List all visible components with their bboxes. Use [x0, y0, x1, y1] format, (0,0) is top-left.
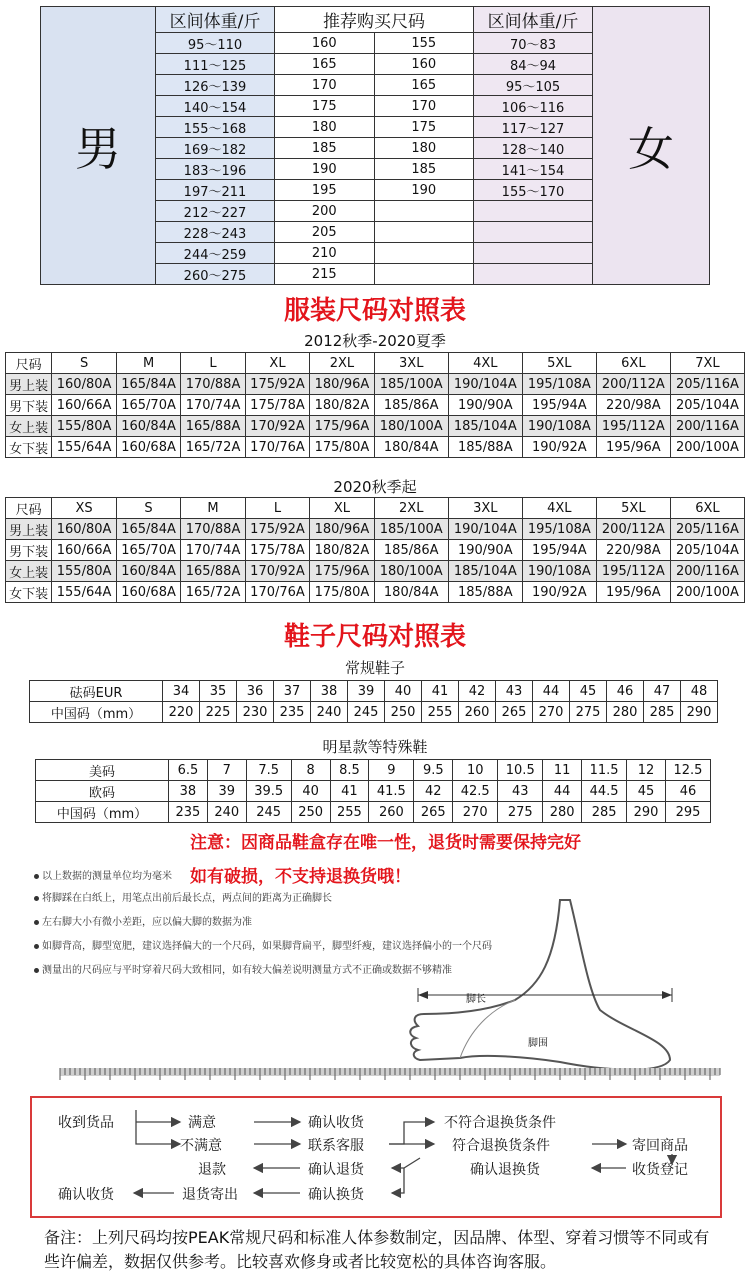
shoe-size-cell: 42.5 [453, 781, 498, 802]
damage-notice: 如有破损，不支持退换货哦！ [190, 867, 411, 887]
weight-cell: 175 [275, 96, 375, 117]
shoe-size-table-special [35, 759, 711, 823]
size-header-cell: 7XL [670, 353, 744, 374]
size-cell: 170/76A [245, 437, 309, 458]
shoe-size-cell: 39 [348, 681, 385, 702]
size-cell: 190/92A [522, 437, 596, 458]
shoe-size-cell: 9 [369, 760, 414, 781]
shoe-size-cell: 235 [169, 802, 208, 823]
weight-cell: 140～154 [156, 96, 275, 117]
size-cell: 男下装 [6, 395, 52, 416]
shoe-size-cell: 270 [533, 702, 570, 723]
size-cell: 185/86A [374, 540, 448, 561]
shoe-size-cell: 39.5 [246, 781, 291, 802]
size-cell: 175/80A [310, 437, 374, 458]
shoe-size-row [36, 760, 711, 781]
size-cell: 190/104A [448, 519, 522, 540]
shoe-size-cell: 265 [414, 802, 453, 823]
size-table-row [6, 540, 745, 561]
size-cell: 180/82A [310, 395, 374, 416]
shoe-size-cell: 265 [496, 702, 533, 723]
size-cell: 165/72A [181, 437, 245, 458]
size-cell: 男上装 [6, 374, 52, 395]
shoe-size-cell: 260 [459, 702, 496, 723]
size-cell: 160/68A [116, 582, 180, 603]
weight-cell: 212～227 [156, 201, 275, 222]
foot-length-label: 脚长 [466, 994, 486, 1005]
weight-cell: 70～83 [474, 33, 593, 54]
size-cell: 165/72A [181, 582, 245, 603]
shoe-size-cell: 260 [369, 802, 414, 823]
size-cell: 200/112A [596, 519, 670, 540]
size-cell: 165/88A [181, 561, 245, 582]
size-header-cell: 2XL [310, 353, 374, 374]
size-cell: 185/88A [448, 582, 522, 603]
size-cell: 175/96A [310, 416, 374, 437]
size-header-row [6, 498, 745, 519]
weight-cell [374, 201, 474, 222]
weight-cell: 111～125 [156, 54, 275, 75]
flow-satisfied: 满意 [188, 1115, 216, 1131]
weight-cell: 95～110 [156, 33, 275, 54]
weight-cell: 126～139 [156, 75, 275, 96]
shoe-size-cell: 41 [422, 681, 459, 702]
weight-cell [474, 243, 593, 264]
size-cell: 195/96A [596, 437, 670, 458]
size-cell: 190/104A [448, 374, 522, 395]
size-header-cell: 6XL [670, 498, 744, 519]
size-cell: 170/88A [181, 519, 245, 540]
shoe-size-cell: 34 [163, 681, 200, 702]
weight-cell: 155～168 [156, 117, 275, 138]
weight-cell: 165 [374, 75, 474, 96]
shoe-size-cell: 35 [200, 681, 237, 702]
size-cell: 200/116A [670, 416, 744, 437]
shoe-size-cell: 235 [274, 702, 311, 723]
weight-header-row [41, 7, 710, 33]
flow-confirm-receipt: 确认收货 [308, 1115, 364, 1131]
flow-register-receipt: 收货登记 [632, 1162, 688, 1178]
size-cell: 195/112A [596, 561, 670, 582]
shoe-size-cell: 8 [291, 760, 330, 781]
size-cell: 220/98A [596, 540, 670, 561]
shoe-size-cell: 44 [543, 781, 582, 802]
shoe-size-cell: 44 [533, 681, 570, 702]
shoe-size-cell: 39 [207, 781, 246, 802]
size-cell: 195/96A [596, 582, 670, 603]
size-header-cell: 4XL [522, 498, 596, 519]
size-cell: 200/112A [596, 374, 670, 395]
size-header-cell: 5XL [596, 498, 670, 519]
weight-cell: 215 [275, 264, 375, 285]
size-table-row [6, 437, 745, 458]
shoe-size-cell: 12.5 [665, 760, 710, 781]
shoe-size-cell: 8.5 [330, 760, 369, 781]
bullet-icon [34, 920, 39, 925]
weight-cell: 155 [374, 33, 474, 54]
weight-cell: 183～196 [156, 159, 275, 180]
shoe-size-cell: 41.5 [369, 781, 414, 802]
shoe-size-cell: 240 [207, 802, 246, 823]
weight-cell: 170 [275, 75, 375, 96]
weight-cell: 175 [374, 117, 474, 138]
size-cell: 185/104A [448, 561, 522, 582]
flow-exchange-sent: 退货寄出 [182, 1187, 238, 1203]
size-table-row [6, 561, 745, 582]
clothing-size-table-2012 [5, 352, 745, 458]
weight-cell: 210 [275, 243, 375, 264]
shoe-size-cell: 6.5 [169, 760, 208, 781]
shoe-size-cell: 42 [459, 681, 496, 702]
shoe-size-cell: 280 [543, 802, 582, 823]
measure-note-text: 测量出的尺码应与平时穿着尺码大致相同，如有较大偏差说明测量方式不正确或数据不够精准 [42, 965, 452, 976]
size-cell: 155/80A [52, 416, 116, 437]
weight-header-right: 区间体重/斤 [474, 7, 593, 33]
size-cell: 205/116A [670, 519, 744, 540]
weight-cell: 190 [275, 159, 375, 180]
flow-contact-cs: 联系客服 [308, 1138, 364, 1154]
flow-confirm-return: 确认退货 [308, 1162, 364, 1178]
flow-unsatisfied: 不满意 [180, 1138, 222, 1154]
shoe-size-cell: 245 [246, 802, 291, 823]
size-cell: 170/74A [181, 395, 245, 416]
shoe-size-cell: 42 [414, 781, 453, 802]
size-cell: 175/78A [245, 540, 309, 561]
size-header-cell: 3XL [374, 353, 448, 374]
shoe-row-label: 中国码（mm） [36, 802, 169, 823]
size-cell: 女上装 [6, 416, 52, 437]
shoe-size-cell: 240 [311, 702, 348, 723]
size-cell: 185/100A [374, 519, 448, 540]
size-header-cell: XL [310, 498, 374, 519]
shoe-size-cell: 43 [498, 781, 543, 802]
size-cell: 200/100A [670, 437, 744, 458]
shoe-size-cell: 290 [627, 802, 666, 823]
size-cell: 195/94A [522, 395, 596, 416]
shoe-special-subtitle: 明星款等特殊鞋 [322, 738, 428, 756]
size-header-cell: 5XL [522, 353, 596, 374]
shoe-size-table-regular [29, 680, 718, 723]
weight-size-table [40, 6, 710, 285]
weight-cell [374, 222, 474, 243]
flow-received: 收到货品 [58, 1115, 114, 1131]
weight-cell: 106～116 [474, 96, 593, 117]
size-header-cell: M [181, 498, 245, 519]
shoe-size-cell: 245 [348, 702, 385, 723]
size-cell: 180/96A [310, 519, 374, 540]
weight-cell: 84～94 [474, 54, 593, 75]
shoe-row-label: 中国码（mm） [30, 702, 163, 723]
shoe-size-cell: 45 [570, 681, 607, 702]
size-cell: 165/70A [116, 540, 180, 561]
size-table-row [6, 416, 745, 437]
bullet-icon [34, 896, 39, 901]
shoe-size-cell: 9.5 [414, 760, 453, 781]
size-cell: 180/84A [374, 437, 448, 458]
shoe-size-cell: 285 [582, 802, 627, 823]
bullet-icon [34, 944, 39, 949]
weight-cell: 141～154 [474, 159, 593, 180]
size-table-row [6, 395, 745, 416]
size-cell: 185/88A [448, 437, 522, 458]
weight-cell: 260～275 [156, 264, 275, 285]
weight-cell: 185 [374, 159, 474, 180]
size-cell: 190/108A [522, 561, 596, 582]
remark-note: 备注：上列尺码均按PEAK常规尺码和标准人体参数制定，因品牌、体型、穿着习惯等不同或有些许偏差，数据仅供参考。比较喜欢修身或者比较宽松的具体咨询客服。 [44, 1228, 710, 1271]
shoe-size-row [30, 681, 718, 702]
size-cell: 200/116A [670, 561, 744, 582]
female-label: 女 [593, 7, 710, 285]
foot-measure-illustration [40, 880, 730, 1090]
flow-arrows [32, 1098, 720, 1216]
size-cell: 165/84A [116, 374, 180, 395]
weight-cell: 95～105 [474, 75, 593, 96]
shoe-size-row [30, 702, 718, 723]
weight-cell: 195 [275, 180, 375, 201]
weight-header-mid: 推荐购买尺码 [275, 7, 474, 33]
size-header-cell: S [116, 498, 180, 519]
shoe-size-cell: 290 [681, 702, 718, 723]
size-cell: 175/92A [245, 374, 309, 395]
weight-cell: 169～182 [156, 138, 275, 159]
weight-cell [474, 222, 593, 243]
size-header-cell: 2XL [374, 498, 448, 519]
size-header-cell: 4XL [448, 353, 522, 374]
weight-cell: 180 [275, 117, 375, 138]
bullet-icon [34, 968, 39, 973]
size-cell: 200/100A [670, 582, 744, 603]
size-cell: 220/98A [596, 395, 670, 416]
shoe-size-cell: 38 [169, 781, 208, 802]
size-cell: 160/84A [116, 416, 180, 437]
size-cell: 165/84A [116, 519, 180, 540]
size-cell: 女下装 [6, 582, 52, 603]
shoe-size-cell: 12 [627, 760, 666, 781]
shoe-size-title: 鞋子尺码对照表 [283, 622, 466, 652]
clothing-size-table-2020 [5, 497, 745, 603]
weight-cell: 190 [374, 180, 474, 201]
return-process-flow [30, 1096, 722, 1218]
shoe-size-cell: 250 [385, 702, 422, 723]
shoe-size-cell: 255 [422, 702, 459, 723]
size-header-cell: 3XL [448, 498, 522, 519]
shoe-size-cell: 255 [330, 802, 369, 823]
shoe-size-cell: 10.5 [498, 760, 543, 781]
size-cell: 190/90A [448, 540, 522, 561]
shoe-size-cell: 11.5 [582, 760, 627, 781]
shoe-row-label: 欧码 [36, 781, 169, 802]
weight-cell [474, 201, 593, 222]
size-cell: 170/76A [245, 582, 309, 603]
shoe-size-cell: 285 [644, 702, 681, 723]
size-cell: 男上装 [6, 519, 52, 540]
clothing-table1-subtitle: 2012秋季-2020夏季 [304, 332, 446, 350]
size-cell: 160/84A [116, 561, 180, 582]
size-cell: 170/88A [181, 374, 245, 395]
size-cell: 170/92A [245, 561, 309, 582]
flow-confirm-exchange: 确认换货 [308, 1187, 364, 1203]
clothing-table2-subtitle: 2020秋季起 [333, 478, 417, 496]
size-cell: 155/64A [52, 582, 116, 603]
shoe-size-cell: 45 [627, 781, 666, 802]
size-cell: 女上装 [6, 561, 52, 582]
flow-confirm-receipt-2: 确认收货 [58, 1187, 114, 1203]
measure-note-text: 将脚踩在白纸上，用笔点出前后最长点，两点间的距离为正确脚长 [42, 893, 332, 904]
shoe-size-cell: 38 [311, 681, 348, 702]
size-cell: 160/80A [52, 374, 116, 395]
weight-cell: 200 [275, 201, 375, 222]
shoe-row-label: 砝码EUR [30, 681, 163, 702]
size-cell: 170/74A [181, 540, 245, 561]
flow-send-back: 寄回商品 [632, 1138, 688, 1154]
size-cell: 175/80A [310, 582, 374, 603]
weight-cell: 128～140 [474, 138, 593, 159]
size-cell: 195/108A [522, 519, 596, 540]
size-cell: 175/78A [245, 395, 309, 416]
shoe-row-label: 美码 [36, 760, 169, 781]
shoe-size-cell: 275 [498, 802, 543, 823]
size-cell: 160/80A [52, 519, 116, 540]
shoe-size-cell: 7.5 [246, 760, 291, 781]
size-header-cell: L [245, 498, 309, 519]
shoe-size-row [36, 802, 711, 823]
shoe-regular-subtitle: 常规鞋子 [344, 659, 405, 677]
shoe-size-cell: 270 [453, 802, 498, 823]
size-table-row [6, 519, 745, 540]
weight-cell: 244～259 [156, 243, 275, 264]
size-cell: 185/86A [374, 395, 448, 416]
size-cell: 180/100A [374, 416, 448, 437]
size-header-cell: 6XL [596, 353, 670, 374]
size-header-cell: L [181, 353, 245, 374]
shoe-size-cell: 44.5 [582, 781, 627, 802]
size-cell: 185/104A [448, 416, 522, 437]
weight-cell: 160 [374, 54, 474, 75]
foot-girth-label: 脚围 [528, 1038, 548, 1049]
size-cell: 190/92A [522, 582, 596, 603]
size-cell: 205/104A [670, 395, 744, 416]
measure-note-text: 以上数据的测量单位均为毫米 [42, 871, 172, 882]
shoe-size-cell: 220 [163, 702, 200, 723]
shoe-size-cell: 41 [330, 781, 369, 802]
size-header-cell: S [52, 353, 116, 374]
weight-cell: 228～243 [156, 222, 275, 243]
size-cell: 180/84A [374, 582, 448, 603]
shoe-size-cell: 10 [453, 760, 498, 781]
flow-confirm-exchange-return: 确认退换货 [470, 1162, 540, 1178]
shoe-size-cell: 47 [644, 681, 681, 702]
size-cell: 195/112A [596, 416, 670, 437]
shoe-size-cell: 7 [207, 760, 246, 781]
shoe-size-cell: 280 [607, 702, 644, 723]
bullet-icon [34, 874, 39, 879]
shoe-size-cell: 250 [291, 802, 330, 823]
flow-not-meet: 不符合退换货条件 [444, 1115, 556, 1131]
size-table-row [6, 582, 745, 603]
shoe-size-cell: 37 [274, 681, 311, 702]
size-cell: 160/68A [116, 437, 180, 458]
weight-cell [374, 243, 474, 264]
shoe-size-cell: 43 [496, 681, 533, 702]
size-cell: 195/94A [522, 540, 596, 561]
flow-refund: 退款 [198, 1162, 226, 1178]
weight-cell: 170 [374, 96, 474, 117]
shoe-size-cell: 230 [237, 702, 274, 723]
size-header-cell: XS [52, 498, 116, 519]
size-cell: 195/108A [522, 374, 596, 395]
weight-cell: 180 [374, 138, 474, 159]
clothing-size-title: 服装尺码对照表 [283, 296, 466, 326]
measure-note-text: 左右脚大小有微小差距，应以偏大脚的数据为准 [42, 917, 252, 928]
weight-cell [474, 264, 593, 285]
shoe-size-cell: 40 [291, 781, 330, 802]
weight-header-left: 区间体重/斤 [156, 7, 275, 33]
size-cell: 190/108A [522, 416, 596, 437]
size-header-row [6, 353, 745, 374]
shoe-size-cell: 11 [543, 760, 582, 781]
weight-cell: 205 [275, 222, 375, 243]
size-header-cell: XL [245, 353, 309, 374]
size-cell: 165/70A [116, 395, 180, 416]
size-cell: 155/80A [52, 561, 116, 582]
size-cell: 180/82A [310, 540, 374, 561]
shoe-size-cell: 295 [665, 802, 710, 823]
size-cell: 175/92A [245, 519, 309, 540]
shoe-size-cell: 40 [385, 681, 422, 702]
size-cell: 205/116A [670, 374, 744, 395]
measure-note-text: 如脚背高，脚型宽肥，建议选择偏大的一个尺码，如果脚背扁平，脚型纤瘦，建议选择偏小的一个尺码 [42, 941, 492, 952]
shoe-size-row [36, 781, 711, 802]
size-cell: 175/96A [310, 561, 374, 582]
size-cell: 160/66A [52, 395, 116, 416]
weight-cell: 165 [275, 54, 375, 75]
size-cell: 185/100A [374, 374, 448, 395]
weight-cell: 155～170 [474, 180, 593, 201]
size-cell: 180/100A [374, 561, 448, 582]
size-cell: 165/88A [181, 416, 245, 437]
size-cell: 170/92A [245, 416, 309, 437]
weight-cell [374, 264, 474, 285]
size-cell: 160/66A [52, 540, 116, 561]
size-cell: 190/90A [448, 395, 522, 416]
size-table-row [6, 374, 745, 395]
size-header-cell: 尺码 [6, 353, 52, 374]
male-label: 男 [41, 7, 156, 285]
shoe-box-notice: 注意：因商品鞋盒存在唯一性，退货时需要保持完好 [190, 833, 581, 853]
weight-cell: 117～127 [474, 117, 593, 138]
shoe-size-cell: 48 [681, 681, 718, 702]
shoe-size-cell: 46 [607, 681, 644, 702]
size-cell: 180/96A [310, 374, 374, 395]
size-cell: 女下装 [6, 437, 52, 458]
size-cell: 155/64A [52, 437, 116, 458]
shoe-size-cell: 36 [237, 681, 274, 702]
size-cell: 205/104A [670, 540, 744, 561]
size-cell: 男下装 [6, 540, 52, 561]
size-header-cell: M [116, 353, 180, 374]
flow-meet: 符合退换货条件 [452, 1138, 550, 1154]
shoe-size-cell: 46 [665, 781, 710, 802]
size-header-cell: 尺码 [6, 498, 52, 519]
shoe-size-cell: 225 [200, 702, 237, 723]
weight-cell: 160 [275, 33, 375, 54]
weight-cell: 185 [275, 138, 375, 159]
weight-cell: 197～211 [156, 180, 275, 201]
shoe-size-cell: 275 [570, 702, 607, 723]
